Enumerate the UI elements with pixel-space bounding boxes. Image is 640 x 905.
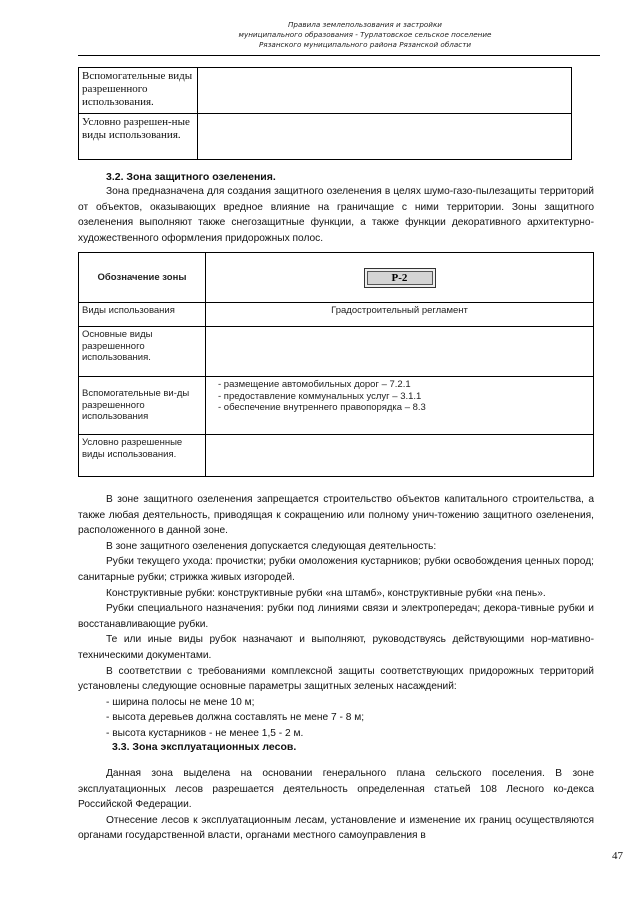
zone-code-badge: Р-2 — [364, 268, 436, 288]
table-cell-value — [206, 377, 594, 435]
list-item: - высота деревьев должна составлять не мене 7 - 8 м; — [106, 712, 365, 724]
table-row — [79, 253, 594, 303]
header-line-1: Правила землепользования и застройки — [288, 20, 442, 29]
table-cell-label: Условно разрешен-ные виды использования. — [79, 114, 198, 160]
list-item: - обеспечение внутреннего правопорядка – 8.3 — [218, 402, 426, 413]
header-line-2: муниципального образования - Турлатовское сельское поселение — [238, 30, 492, 39]
table-cell-value — [198, 68, 572, 114]
paragraph: Те или иные виды рубок назначают и выполняют, руководствуясь действующими нор-мативно-техническими документами. — [78, 634, 594, 661]
table-cell-value — [206, 327, 594, 377]
section-3-3-body — [78, 766, 594, 844]
regulation-label: Градостроительный регламент — [206, 303, 594, 327]
paragraph: В зоне защитного озеленения запрещается строительство объектов капитального строительства, а также любая деятельность, приводящая к сокращению или полному унич-тожению защитного озеленения, расположенного в данной зоне. — [78, 494, 594, 537]
section-title-3-3: 3.3. Зона эксплуатационных лесов. — [112, 741, 297, 753]
table-row — [79, 327, 594, 377]
table-cell-label: Вспомогательные ви-ды разрешенного использования — [79, 377, 206, 435]
section-3-2-body — [78, 492, 594, 742]
paragraph: В зоне защитного озеленения допускается следующая деятельность: — [106, 540, 437, 552]
table-row — [79, 303, 594, 327]
section-3-2-intro — [78, 184, 594, 246]
continued-regulation-table — [78, 67, 572, 160]
section-title-3-2: 3.2. Зона защитного озеленения. — [106, 171, 276, 183]
paragraph: Зона предназначена для создания защитного озеленения в целях шумо-газо-пылезащиты территорий от объектов, оказывающих вредное влияние на граничащие с ними территории. Зоны защитного озеленения выполняют также снегозащитные функции, а также функции декоративного архитектурно-художественного оформления придорожных полос. — [78, 186, 594, 244]
zone-designation-label: Обозначение зоны — [79, 253, 206, 303]
paragraph: Конструктивные рубки: конструктивные рубки «на штамб», конструктивные рубки «на пень». — [106, 587, 546, 599]
table-row — [79, 114, 572, 160]
paragraph: Рубки текущего ухода: прочистки; рубки омоложения кустарников; рубки освобождения ценных пород; санитарные рубки; стрижка живых изгородей. — [78, 556, 594, 583]
list-item: - высота кустарников - не менее 1,5 - 2 м. — [106, 727, 304, 739]
table-cell-label: Условно разрешенные виды использования. — [79, 435, 206, 477]
table-cell-value — [206, 435, 594, 477]
table-cell-label: Основные виды разрешенного использования. — [79, 327, 206, 377]
uses-label: Виды использования — [79, 303, 206, 327]
list-item: - ширина полосы не мене 10 м; — [106, 696, 255, 708]
header-divider — [78, 55, 600, 56]
header-line-3: Рязанского муниципального района Рязанской области — [258, 40, 472, 49]
table-cell-value — [198, 114, 572, 160]
list-item: - размещение автомобильных дорог – 7.2.1 — [218, 379, 411, 390]
table-row — [79, 377, 594, 435]
running-header — [150, 20, 580, 50]
list-item: - предоставление коммунальных услуг – 3.1.1 — [218, 390, 422, 402]
table-cell-label: Вспомогательные виды разрешенного использования. — [79, 68, 198, 114]
table-row — [79, 68, 572, 114]
paragraph: В соответствии с требованиями комплексной защиты соответствующих придорожных территорий установлены следующие основные параметры защитных зеленых насаждений: — [78, 665, 594, 693]
page-number: 47 — [612, 850, 623, 862]
paragraph: Данная зона выделена на основании генерального плана сельского поселения. В зоне эксплуатационных лесов разрешается деятельность определенная статьей 108 Лесного ко-декса Российской Федерации. — [78, 768, 594, 811]
zone-designation-cell — [206, 253, 594, 303]
paragraph: Отнесение лесов к эксплуатационным лесам, установление и изменение их границ осуществляются органами государственной власти, органами местного самоуправления в — [78, 814, 594, 842]
table-row — [79, 435, 594, 477]
paragraph: Рубки специального назначения: рубки под линиями связи и электропередач; декора-тивные рубки и восстанавливающие рубки. — [78, 603, 594, 630]
zone-p2-regulation-table — [78, 252, 594, 477]
